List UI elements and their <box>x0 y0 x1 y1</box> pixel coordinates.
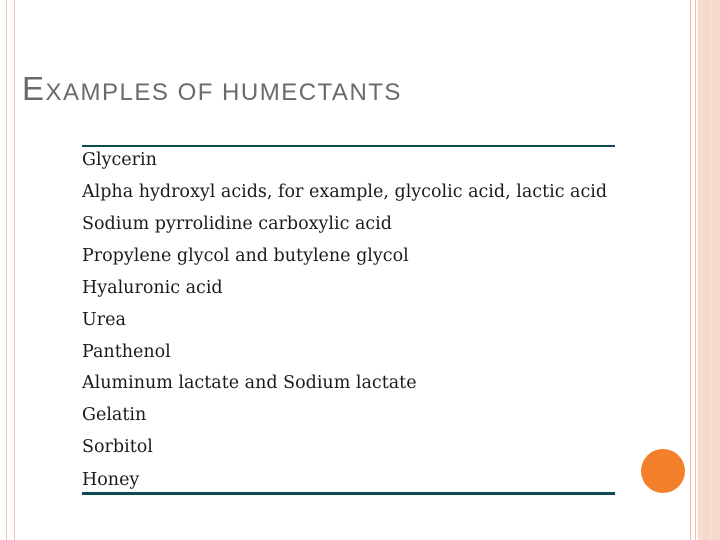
list-item: Panthenol <box>82 342 171 362</box>
humectant-list <box>82 146 615 492</box>
list-item: Gelatin <box>82 405 147 425</box>
right-band-decoration <box>681 0 720 540</box>
list-item: Urea <box>82 310 126 330</box>
left-frame-decoration <box>0 0 15 540</box>
list-item: Aluminum lactate and Sodium lactate <box>82 373 417 393</box>
orange-circle-decoration <box>641 449 685 493</box>
list-item: Propylene glycol and butylene glycol <box>82 246 409 266</box>
title-rest: XAMPLES OF HUMECTANTS <box>45 79 402 106</box>
slide-title <box>22 70 402 108</box>
list-item: Glycerin <box>82 150 157 170</box>
list-item: Sodium pyrrolidine carboxylic acid <box>82 214 392 234</box>
list-item: Hyaluronic acid <box>82 278 223 298</box>
title-first-letter: E <box>22 70 46 107</box>
list-item: Honey <box>82 470 140 490</box>
table-bottom-rule <box>82 492 615 495</box>
list-item: Alpha hydroxyl acids, for example, glycolic acid, lactic acid <box>82 182 608 202</box>
list-item: Sorbitol <box>82 437 153 457</box>
